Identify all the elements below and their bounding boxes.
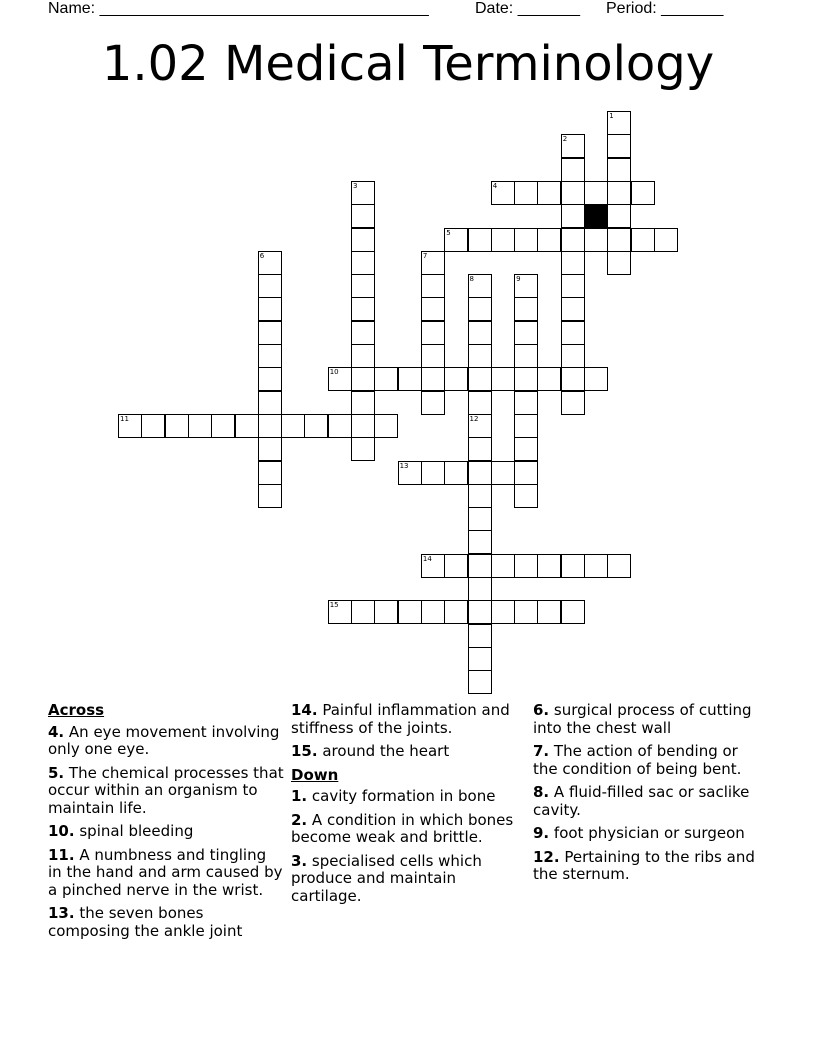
cell-number: 14 xyxy=(422,554,432,563)
grid-cell[interactable] xyxy=(258,461,282,485)
grid-cell[interactable] xyxy=(351,297,375,321)
grid-cell[interactable] xyxy=(607,111,631,135)
grid-cell[interactable] xyxy=(328,600,352,624)
grid-cell[interactable] xyxy=(258,437,282,461)
cell-number: 9 xyxy=(516,275,521,284)
grid-cell[interactable] xyxy=(351,600,375,624)
page-title: 1.02 Medical Terminology xyxy=(101,36,715,92)
grid-cell[interactable] xyxy=(514,367,538,391)
grid-cell[interactable] xyxy=(398,461,422,485)
grid-cell[interactable] xyxy=(468,577,492,601)
grid-cell[interactable] xyxy=(561,204,585,228)
grid-cell[interactable] xyxy=(491,554,515,578)
clue-across-14: 14. Painful inflammation and stiffness of the joints. xyxy=(291,701,510,737)
grid-cell[interactable] xyxy=(491,461,515,485)
grid-cell[interactable] xyxy=(468,321,492,345)
grid-cell[interactable] xyxy=(351,367,375,391)
cell-number: 7 xyxy=(422,251,428,260)
grid-cell[interactable] xyxy=(468,484,492,508)
grid-cell[interactable] xyxy=(561,600,585,624)
grid-cell[interactable] xyxy=(351,204,375,228)
grid-cell[interactable] xyxy=(421,344,445,368)
cell-number: 2 xyxy=(562,135,568,144)
grid-cell[interactable] xyxy=(561,367,585,391)
grid-cell[interactable] xyxy=(584,228,608,252)
grid-cell[interactable] xyxy=(561,321,585,345)
grid-cell[interactable] xyxy=(351,251,375,275)
grid-cell[interactable] xyxy=(514,484,538,508)
grid-cell[interactable] xyxy=(351,321,375,345)
grid-cell[interactable] xyxy=(258,321,282,345)
grid-cell[interactable] xyxy=(444,228,468,252)
clues-column-1 xyxy=(48,702,284,946)
cell-number: 12 xyxy=(469,414,479,423)
down-heading: Down xyxy=(291,765,339,784)
grid-cell[interactable] xyxy=(351,344,375,368)
grid-cell[interactable] xyxy=(258,344,282,368)
grid-cell[interactable] xyxy=(491,181,515,205)
grid-cell[interactable] xyxy=(561,228,585,252)
grid-cell[interactable] xyxy=(514,437,538,461)
grid-cell[interactable] xyxy=(584,554,608,578)
grid-cell[interactable] xyxy=(468,461,492,485)
grid-cell[interactable] xyxy=(468,670,492,694)
grid-cell[interactable] xyxy=(584,181,608,205)
grid-cell[interactable] xyxy=(468,297,492,321)
grid-cell[interactable] xyxy=(537,367,561,391)
grid-cell[interactable] xyxy=(328,414,352,438)
grid-cell[interactable] xyxy=(561,158,585,182)
clue-down-9: 9. foot physician or surgeon xyxy=(533,824,745,842)
cell-number: 10 xyxy=(329,368,339,377)
grid-cell[interactable] xyxy=(118,414,142,438)
grid-cell[interactable] xyxy=(398,600,422,624)
grid-cell[interactable] xyxy=(351,414,375,438)
cell-number: 15 xyxy=(329,601,339,610)
grid-cell[interactable] xyxy=(258,391,282,415)
grid-cell[interactable] xyxy=(421,297,445,321)
grid-cell[interactable] xyxy=(374,414,398,438)
period-field[interactable]: Period: _______ xyxy=(606,0,724,17)
grid-cell[interactable] xyxy=(537,181,561,205)
clue-across-15: 15. around the heart xyxy=(291,742,450,760)
grid-cell[interactable] xyxy=(374,367,398,391)
grid-cell[interactable] xyxy=(561,554,585,578)
grid-cell[interactable] xyxy=(468,507,492,531)
grid-cell[interactable] xyxy=(607,251,631,275)
grid-cell[interactable] xyxy=(561,134,585,158)
clue-down-8: 8. A fluid-filled sac or saclike cavity. xyxy=(533,783,750,819)
grid-cell[interactable] xyxy=(468,344,492,368)
grid-cell[interactable] xyxy=(514,600,538,624)
name-field[interactable]: Name: _____________________________________ xyxy=(48,0,429,17)
grid-cell[interactable] xyxy=(607,134,631,158)
grid-cell[interactable] xyxy=(468,367,492,391)
grid-cell[interactable] xyxy=(514,554,538,578)
grid-cell[interactable] xyxy=(514,181,538,205)
grid-cell[interactable] xyxy=(654,228,678,252)
grid-cell[interactable] xyxy=(561,181,585,205)
grid-cell[interactable] xyxy=(211,414,235,438)
grid-cell[interactable] xyxy=(258,297,282,321)
grid-cell[interactable] xyxy=(468,274,492,298)
grid-cell[interactable] xyxy=(235,414,259,438)
grid-cell[interactable] xyxy=(258,484,282,508)
grid-cell[interactable] xyxy=(561,391,585,415)
grid-cell[interactable] xyxy=(584,367,608,391)
grid-cell[interactable] xyxy=(188,414,212,438)
grid-cell[interactable] xyxy=(258,251,282,275)
black-cell xyxy=(584,204,608,228)
grid-cell[interactable] xyxy=(561,297,585,321)
grid-cell[interactable] xyxy=(468,391,492,415)
grid-cell[interactable] xyxy=(514,461,538,485)
grid-cell[interactable] xyxy=(258,367,282,391)
clue-across-13: 13. the seven bones composing the ankle joint xyxy=(48,904,243,940)
cell-number: 3 xyxy=(353,181,358,190)
clue-down-2: 2. A condition in which bones become weak and brittle. xyxy=(291,810,514,846)
grid-cell[interactable] xyxy=(421,391,445,415)
clue-across-10: 10. spinal bleeding xyxy=(48,822,194,840)
grid-cell[interactable] xyxy=(141,414,165,438)
grid-cell[interactable] xyxy=(444,367,468,391)
grid-cell[interactable] xyxy=(491,228,515,252)
cell-number: 13 xyxy=(399,461,409,470)
clue-down-7: 7. The action of bending or the condition of being bent. xyxy=(533,742,742,778)
grid-cell[interactable] xyxy=(514,391,538,415)
grid-cell[interactable] xyxy=(421,600,445,624)
grid-cell[interactable] xyxy=(351,437,375,461)
grid-cell[interactable] xyxy=(607,181,631,205)
grid-cell[interactable] xyxy=(514,344,538,368)
cell-number: 6 xyxy=(259,251,265,260)
grid-cell[interactable] xyxy=(561,251,585,275)
grid-cell[interactable] xyxy=(514,414,538,438)
student-info-header xyxy=(48,0,748,20)
grid-cell[interactable] xyxy=(537,600,561,624)
grid-cell[interactable] xyxy=(351,228,375,252)
grid-cell[interactable] xyxy=(468,624,492,648)
grid-cell[interactable] xyxy=(468,647,492,671)
grid-cell[interactable] xyxy=(468,530,492,554)
grid-cell[interactable] xyxy=(374,600,398,624)
clue-down-12: 12. Pertaining to the ribs and the sternum. xyxy=(533,847,755,883)
clues-column-3 xyxy=(533,702,763,890)
grid-cell[interactable] xyxy=(398,367,422,391)
date-field[interactable]: Date: _______ xyxy=(475,0,580,17)
cell-number: 4 xyxy=(492,181,498,190)
grid-cell[interactable] xyxy=(258,274,282,298)
clue-across-5: 5. The chemical processes that occur within an organism to maintain life. xyxy=(48,763,284,817)
grid-cell[interactable] xyxy=(561,274,585,298)
cell-number: 1 xyxy=(609,112,614,120)
grid-cell[interactable] xyxy=(537,554,561,578)
grid-cell[interactable] xyxy=(468,228,492,252)
clue-across-11: 11. A numbness and tingling in the hand and arm caused by a pinched nerve in the wrist. xyxy=(48,845,283,899)
grid-cell[interactable] xyxy=(304,414,328,438)
grid-cell[interactable] xyxy=(514,274,538,298)
grid-cell[interactable] xyxy=(421,274,445,298)
grid-cell[interactable] xyxy=(281,414,305,438)
grid-cell[interactable] xyxy=(607,228,631,252)
grid-cell[interactable] xyxy=(631,181,655,205)
grid-cell[interactable] xyxy=(468,600,492,624)
grid-cell[interactable] xyxy=(607,158,631,182)
grid-cell[interactable] xyxy=(421,251,445,275)
clue-across-4: 4. An eye movement involving only one eye. xyxy=(48,722,280,758)
clue-down-1: 1. cavity formation in bone xyxy=(291,787,496,805)
clue-down-3: 3. specialised cells which produce and maintain cartilage. xyxy=(291,851,482,905)
grid-cell[interactable] xyxy=(514,228,538,252)
cell-number: 8 xyxy=(469,275,474,284)
grid-cell[interactable] xyxy=(607,204,631,228)
grid-cell[interactable] xyxy=(421,461,445,485)
grid-cell[interactable] xyxy=(468,437,492,461)
grid-cell[interactable] xyxy=(561,344,585,368)
clue-down-6: 6. surgical process of cutting into the chest wall xyxy=(533,701,752,737)
grid-cell[interactable] xyxy=(421,321,445,345)
grid-cell[interactable] xyxy=(421,554,445,578)
grid-cell[interactable] xyxy=(537,228,561,252)
grid-cell[interactable] xyxy=(351,391,375,415)
grid-cell[interactable] xyxy=(468,414,492,438)
grid-cell[interactable] xyxy=(444,554,468,578)
grid-cell[interactable] xyxy=(165,414,189,438)
grid-cell[interactable] xyxy=(468,554,492,578)
grid-cell[interactable] xyxy=(514,297,538,321)
grid-cell[interactable] xyxy=(444,461,468,485)
grid-cell[interactable] xyxy=(491,600,515,624)
cell-number: 11 xyxy=(120,414,129,423)
grid-cell[interactable] xyxy=(631,228,655,252)
cell-number: 5 xyxy=(446,228,451,237)
clues-column-2 xyxy=(291,702,517,911)
grid-cell[interactable] xyxy=(258,414,282,438)
grid-cell[interactable] xyxy=(328,367,352,391)
grid-cell[interactable] xyxy=(491,367,515,391)
across-heading: Across xyxy=(48,701,105,719)
grid-cell[interactable] xyxy=(351,274,375,298)
grid-cell[interactable] xyxy=(421,367,445,391)
grid-cell[interactable] xyxy=(444,600,468,624)
grid-cell[interactable] xyxy=(514,321,538,345)
grid-cell[interactable] xyxy=(607,554,631,578)
grid-cell[interactable] xyxy=(351,181,375,205)
